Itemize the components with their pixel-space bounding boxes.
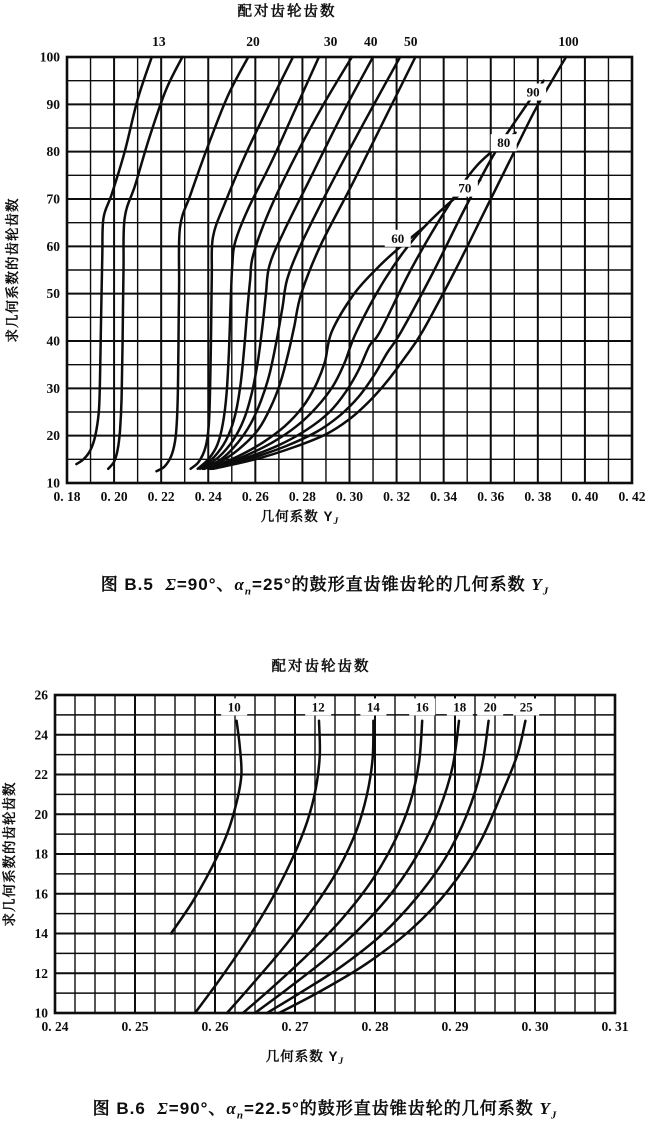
curve-mate-teeth-10: [171, 721, 242, 934]
chart-b5-y-axis-title: 求几何系数的齿轮齿数: [5, 197, 20, 343]
y-tick-label: 40: [46, 333, 60, 349]
mate-teeth-label-80: 80: [497, 135, 511, 151]
y-tick-label: 60: [46, 238, 60, 254]
chart-figure-b5: [0, 0, 650, 540]
chart-b5-top-axis-title: 配对齿轮齿数: [237, 4, 337, 20]
mate-teeth-label-60: 60: [391, 230, 405, 246]
x-tick-label: 0. 18: [53, 489, 81, 504]
y-tick-label: 100: [39, 49, 60, 65]
curve-mate-teeth-35: [200, 57, 352, 469]
y-tick-label: 12: [34, 965, 48, 981]
mate-teeth-label-12: 12: [311, 699, 325, 715]
curve-mate-teeth-25: [279, 721, 525, 1013]
y-tick-label: 80: [46, 144, 60, 160]
mate-teeth-label-70: 70: [458, 180, 472, 196]
y-tick-label: 26: [34, 687, 48, 703]
x-tick-label: 0. 26: [241, 489, 269, 504]
y-tick-label: 10: [46, 475, 60, 491]
x-tick-label: 0. 42: [618, 489, 646, 504]
y-tick-label: 22: [34, 767, 48, 782]
curve-mate-teeth-20: [157, 57, 249, 471]
x-tick-label: 0. 40: [571, 489, 599, 504]
mate-teeth-label-90: 90: [526, 84, 540, 100]
x-tick-label: 0. 25: [121, 1019, 149, 1034]
curve-mate-teeth-12: [195, 721, 320, 1013]
x-tick-label: 0. 20: [100, 489, 128, 504]
y-tick-label: 16: [34, 886, 48, 902]
x-tick-label: 0. 34: [430, 489, 458, 504]
mate-teeth-label-20: 20: [483, 699, 497, 715]
mate-teeth-label-25: 25: [519, 699, 533, 715]
x-tick-label: 0. 30: [521, 1019, 549, 1034]
y-tick-label: 20: [46, 428, 60, 444]
chart-b6-x-axis-title: 几何系数 $Y_J$: [265, 1049, 345, 1067]
x-tick-label: 0. 22: [147, 489, 175, 504]
figure-b5-caption: 图 B.5 Σ=90°、$\alpha_n=25^\circ$的鼓形直齿锥齿轮的几何系数 $Y_J$: [100, 575, 550, 598]
mate-teeth-label-13: 13: [152, 34, 166, 49]
mate-teeth-label-30: 30: [323, 34, 338, 49]
chart-figure-b6: [0, 645, 650, 1080]
mate-teeth-label-50: 50: [403, 34, 418, 49]
x-tick-label: 0. 28: [361, 1019, 389, 1034]
y-tick-label: 14: [34, 926, 48, 941]
y-tick-label: 10: [34, 1005, 48, 1021]
mate-teeth-label-18: 18: [453, 699, 467, 715]
x-tick-label: 0. 24: [41, 1019, 69, 1034]
x-tick-label: 0. 26: [201, 1019, 229, 1034]
mate-teeth-label-40: 40: [363, 34, 378, 49]
x-tick-label: 0. 38: [524, 489, 552, 504]
y-tick-label: 24: [34, 727, 48, 743]
curve-mate-teeth-25: [191, 57, 293, 469]
figure-b6-caption: 图 B.6 Σ=90°、$\alpha_n=22.5^\circ$的鼓形直齿锥齿轮的几何系数 $Y_J$: [92, 1099, 558, 1122]
curve-mate-teeth-15: [108, 57, 182, 469]
chart-b6-top-axis-title: 配对齿轮齿数: [271, 659, 371, 675]
x-tick-label: 0. 32: [383, 489, 411, 504]
curve-mate-teeth-14: [227, 721, 373, 1013]
y-tick-label: 20: [34, 806, 48, 822]
mate-teeth-label-20: 20: [246, 34, 260, 49]
mate-teeth-label-100: 100: [558, 34, 579, 49]
mate-teeth-label-10: 10: [227, 699, 241, 715]
x-tick-label: 0. 27: [281, 1019, 309, 1034]
y-tick-label: 18: [34, 846, 48, 862]
y-tick-label: 70: [46, 191, 60, 207]
x-tick-label: 0. 31: [601, 1019, 629, 1034]
chart-b5-x-axis-title: 几何系数 $Y_J$: [260, 509, 340, 527]
y-tick-label: 50: [46, 286, 60, 302]
y-tick-label: 30: [46, 380, 60, 396]
x-tick-label: 0. 24: [194, 489, 222, 504]
mate-teeth-label-16: 16: [415, 699, 429, 715]
mate-teeth-label-14: 14: [366, 699, 380, 715]
curve-mate-teeth-100: [213, 57, 566, 469]
figure-b6-number: 图 B.6: [92, 1099, 146, 1118]
chart-b6-y-axis-title: 求几何系数的齿轮齿数: [2, 781, 17, 927]
x-tick-label: 0. 36: [477, 489, 505, 504]
x-tick-label: 0. 30: [336, 489, 363, 504]
figure-b5-number: 图 B.5: [100, 575, 154, 594]
x-tick-label: 0. 29: [441, 1019, 469, 1034]
x-tick-label: 0. 28: [288, 489, 316, 504]
y-tick-label: 90: [46, 96, 60, 112]
